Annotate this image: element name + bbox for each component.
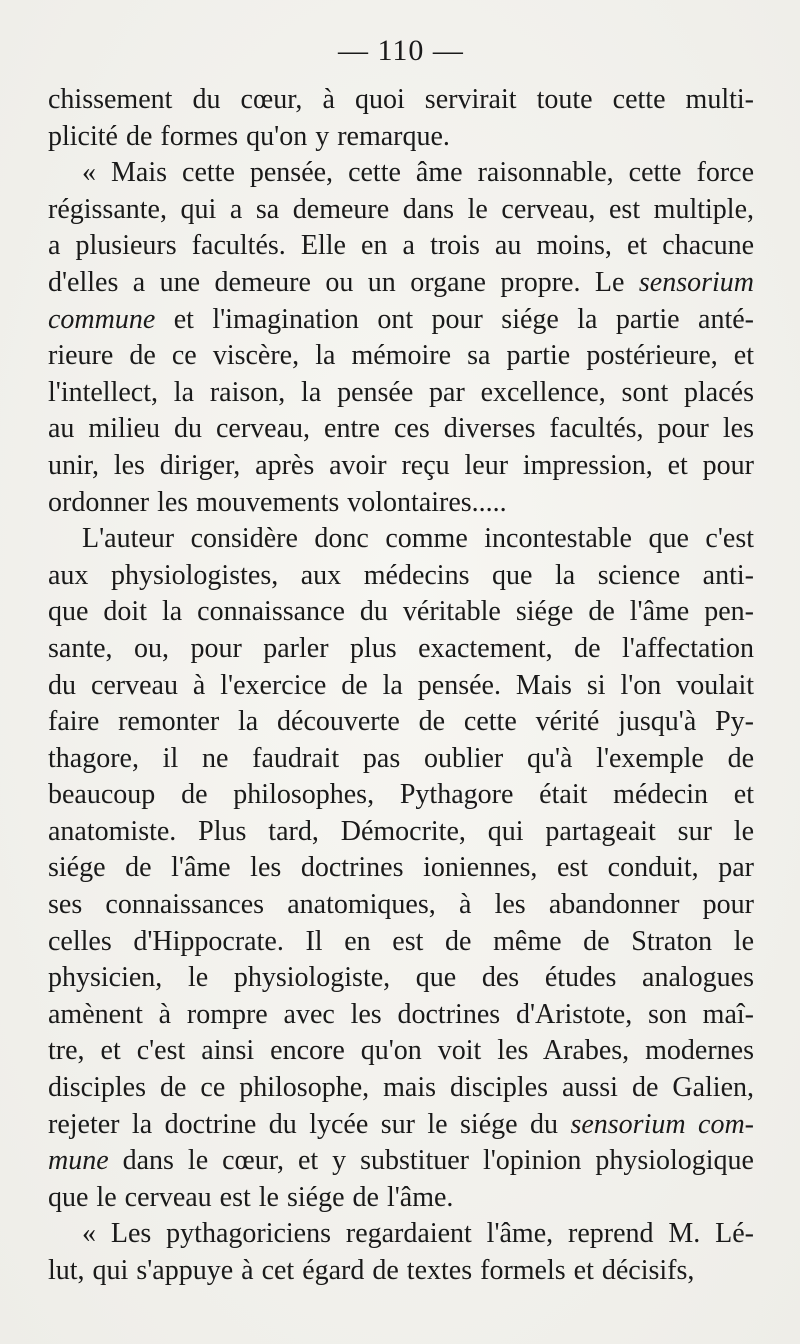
text-line: plicité de formes qu'on y remarque. — [48, 120, 450, 152]
text-line: anatomiste. Plus tard, Démocrite, qui partageait sur le — [48, 815, 754, 847]
text-line: commune et l'imagination ont pour siége la partie anté- — [48, 303, 754, 335]
text-line: mune dans le cœur, et y substituer l'opinion physiologique — [48, 1145, 754, 1177]
text-line: a plusieurs facultés. Elle en a trois au moins, et chacune — [48, 230, 754, 262]
text-line: beaucoup de philosophes, Pythagore était médecin et — [48, 779, 754, 811]
text-line: « Les pythagoriciens regardaient l'âme, reprend M. Lé- — [82, 1218, 754, 1250]
text-line: lut, qui s'appuye à cet égard de textes formels et décisifs, — [48, 1255, 695, 1286]
paragraph — [48, 521, 754, 1216]
body-text — [48, 82, 754, 1290]
text-line: ordonner les mouvements volontaires..... — [48, 486, 507, 518]
text-line: faire remonter la découverte de cette vérité jusqu'à Py- — [48, 706, 754, 738]
text-line: que doit la connaissance du véritable siége de l'âme pen- — [48, 596, 754, 628]
text-line: thagore, il ne faudrait pas oublier qu'à l'exemple de — [48, 742, 754, 774]
text-line: régissante, qui a sa demeure dans le cerveau, est multiple, — [48, 193, 754, 225]
text-line: tre, et c'est ainsi encore qu'on voit les Arabes, modernes — [48, 1035, 754, 1067]
text-line: physicien, le physiologiste, que des études analogues — [48, 962, 754, 994]
text-line: rejeter la doctrine du lycée sur le siége du sensorium com- — [48, 1108, 754, 1140]
text-line: d'elles a une demeure ou un organe propre. Le sensorium — [48, 266, 754, 298]
text-line: au milieu du cerveau, entre ces diverses facultés, pour les — [48, 413, 754, 445]
text-line: sante, ou, pour parler plus exactement, de l'affectation — [48, 632, 754, 664]
text-line: que le cerveau est le siége de l'âme. — [48, 1181, 454, 1213]
paragraph — [48, 82, 754, 155]
paragraph — [48, 155, 754, 521]
text-line: du cerveau à l'exercice de la pensée. Mais si l'on voulait — [48, 669, 754, 701]
text-line: ses connaissances anatomiques, à les abandonner pour — [48, 889, 754, 921]
text-line: unir, les diriger, après avoir reçu leur impression, et pour — [48, 449, 754, 481]
text-line: « Mais cette pensée, cette âme raisonnable, cette force — [82, 157, 754, 189]
text-line: siége de l'âme les doctrines ioniennes, est conduit, par — [48, 852, 754, 884]
text-line: aux physiologistes, aux médecins que la science anti- — [48, 559, 754, 591]
page-number: — 110 — — [338, 34, 464, 67]
text-line: disciples de ce philosophe, mais disciples aussi de Galien, — [48, 1072, 754, 1104]
text-line: celles d'Hippocrate. Il en est de même de Straton le — [48, 925, 754, 957]
text-line: amènent à rompre avec les doctrines d'Aristote, son maî- — [48, 998, 754, 1030]
text-line: l'intellect, la raison, la pensée par excellence, sont placés — [48, 376, 754, 408]
text-line: L'auteur considère donc comme incontestable que c'est — [82, 523, 754, 555]
text-line: chissement du cœur, à quoi servirait toute cette multi- — [48, 84, 754, 115]
paragraph — [48, 1216, 754, 1289]
text-line: rieure de ce viscère, la mémoire sa partie postérieure, et — [48, 340, 754, 372]
